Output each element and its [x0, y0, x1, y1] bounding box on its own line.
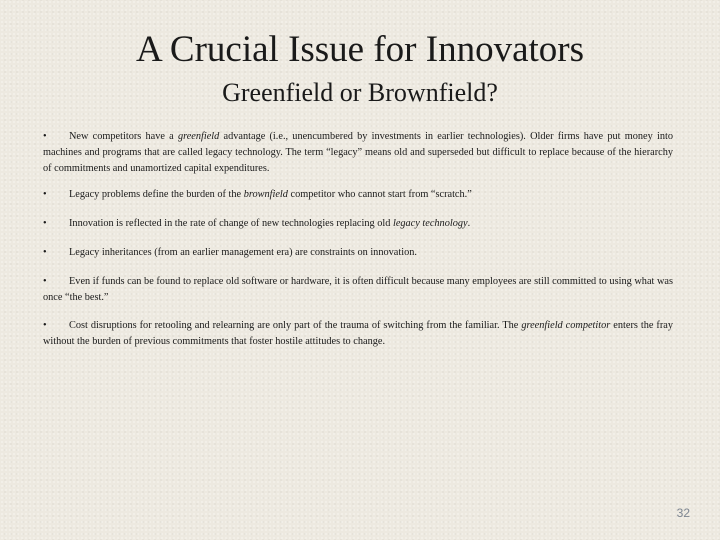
bullet-marker: •: [43, 189, 47, 201]
paragraph-text: Legacy inheritances (from an earlier management era) are constraints on innovation.: [69, 246, 417, 258]
paragraph-text: .: [467, 218, 471, 230]
paragraph-text: Even if funds can be found to replace old software or hardware, it is often difficult because many employees are still committed to using what was once “the best.”: [43, 275, 673, 303]
bullet-marker: •: [43, 246, 47, 258]
bullet-marker: •: [43, 320, 47, 332]
bullet-paragraph: [43, 274, 673, 306]
bullet-paragraph: [43, 129, 673, 176]
bullet-marker: •: [43, 218, 47, 230]
paragraph-text: enters the fray without the burden of previous commitments that foster hostile attitudes to change.: [43, 320, 673, 348]
slide-subtitle: Greenfield or Brownfield?: [222, 78, 498, 107]
emphasis-text: greenfield competitor: [521, 320, 611, 332]
paragraph-text: competitor who cannot start from “scratch.”: [287, 189, 472, 201]
page-number: 32: [676, 506, 690, 520]
paragraph-text: Innovation is reflected in the rate of change of new technologies replacing old: [69, 218, 393, 230]
paragraph-text: Legacy problems define the burden of the: [69, 189, 244, 201]
bullet-paragraph: [43, 187, 673, 203]
paragraph-text: New competitors have a: [69, 131, 178, 142]
emphasis-text: legacy technology: [392, 218, 468, 230]
emphasis-text: brownfield: [243, 189, 288, 201]
bullet-marker: •: [43, 275, 47, 287]
paragraph-text: advantage (i.e., unencumbered by investments in earlier technologies). Older firms have put money into machines and programs that are called legacy technology. The term “legacy” means old and superseded but difficult to replace because of the hierarchy of commitments and unamortized capital expenditures.: [43, 131, 673, 174]
bullet-paragraph: [43, 245, 673, 261]
slide-title: A Crucial Issue for Innovators: [135, 29, 584, 70]
paragraph-text: Cost disruptions for retooling and relearning are only part of the trauma of switching from the familiar. The: [69, 320, 522, 332]
bullet-paragraph: [43, 216, 673, 232]
slide-body: [43, 129, 673, 350]
bullet-paragraph: [43, 318, 673, 350]
bullet-marker: •: [43, 131, 47, 142]
emphasis-text: greenfield: [177, 131, 220, 142]
